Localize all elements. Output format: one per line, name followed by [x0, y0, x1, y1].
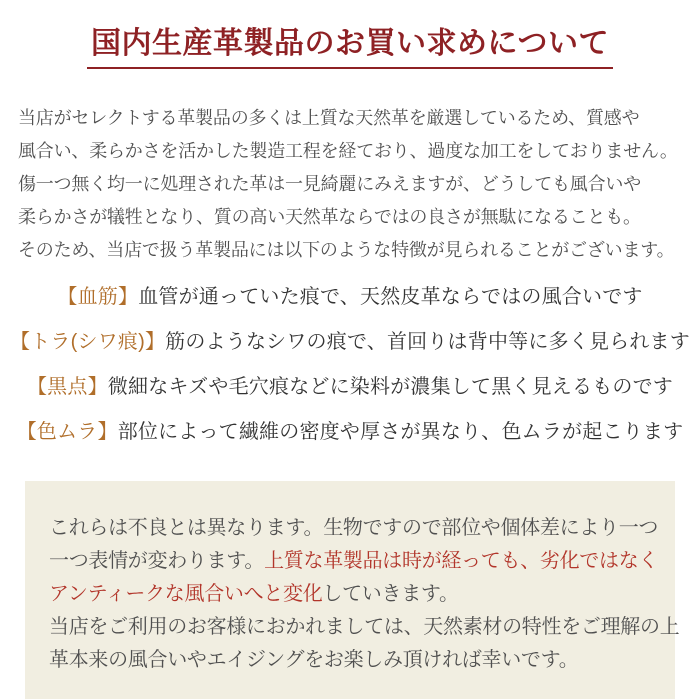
feature-term: 【黒点】: [26, 375, 108, 398]
note-text: これらは不良とは異なります。生物ですので部位や個体差により一つ: [49, 516, 659, 539]
note-line: [49, 512, 661, 545]
intro-paragraph: [18, 102, 700, 267]
feature-text: 微細なキズや毛穴痕などに染料が濃集して黒く見えるものです: [107, 375, 673, 398]
page-title: 国内生産革製品のお買い求めについて: [87, 27, 613, 69]
title-section: [0, 0, 700, 69]
feature-term: 【トラ(シワ痕)】: [10, 330, 166, 353]
feature-text: 血管が通っていた痕で、天然皮革ならではの風合いです: [138, 285, 643, 308]
feature-row-kokuten: [0, 365, 700, 410]
note-text: 革本来の風合いやエイジングをお楽しみ頂ければ幸いです。: [49, 648, 579, 671]
note-line: [49, 644, 661, 677]
intro-line: 当店がセレクトする革製品の多くは上質な天然革を厳選しているため、質感や: [18, 107, 640, 128]
feature-row-tora: [0, 320, 700, 365]
note-text: 当店をご利用のお客様におかれましては、天然素材の特性をご理解の上: [49, 615, 680, 638]
feature-text: 部位によって繊維の密度や厚さが異なり、色ムラが起こります: [117, 420, 684, 443]
note-line: [49, 611, 680, 644]
feature-term: 【血筋】: [57, 285, 139, 308]
intro-line: 風合い、柔らかさを活かした製造工程を経ており、過度な加工をしておりません。: [18, 140, 678, 161]
feature-term: 【色ムラ】: [16, 420, 118, 443]
note-line: [49, 545, 661, 578]
feature-row-chisuji: [0, 275, 700, 320]
note-text: 一つ表情が変わります。: [49, 549, 265, 572]
intro-line: そのため、当店で扱う革製品には以下のような特徴が見られることがございます。: [18, 239, 675, 260]
note-line: [49, 578, 661, 611]
note-text: していきます。: [322, 582, 459, 605]
feature-text: 筋のようなシワの痕で、首回りは背中等に多く見られます: [165, 330, 690, 353]
feature-row-iromura: [0, 410, 700, 455]
note-emphasis-text: 上質な革製品は時が経っても、劣化ではなく: [264, 549, 659, 572]
intro-line: 柔らかさが犠牲となり、質の高い天然革ならではの良さが無駄になることも。: [18, 206, 641, 227]
note-box: [25, 481, 680, 699]
feature-list: [0, 275, 700, 455]
intro-line: 傷一つ無く均一に処理された革は一見綺麗にみえますが、どうしても風合いや: [18, 173, 641, 194]
note-emphasis-text: アンティークな風合いへと変化: [49, 582, 323, 605]
